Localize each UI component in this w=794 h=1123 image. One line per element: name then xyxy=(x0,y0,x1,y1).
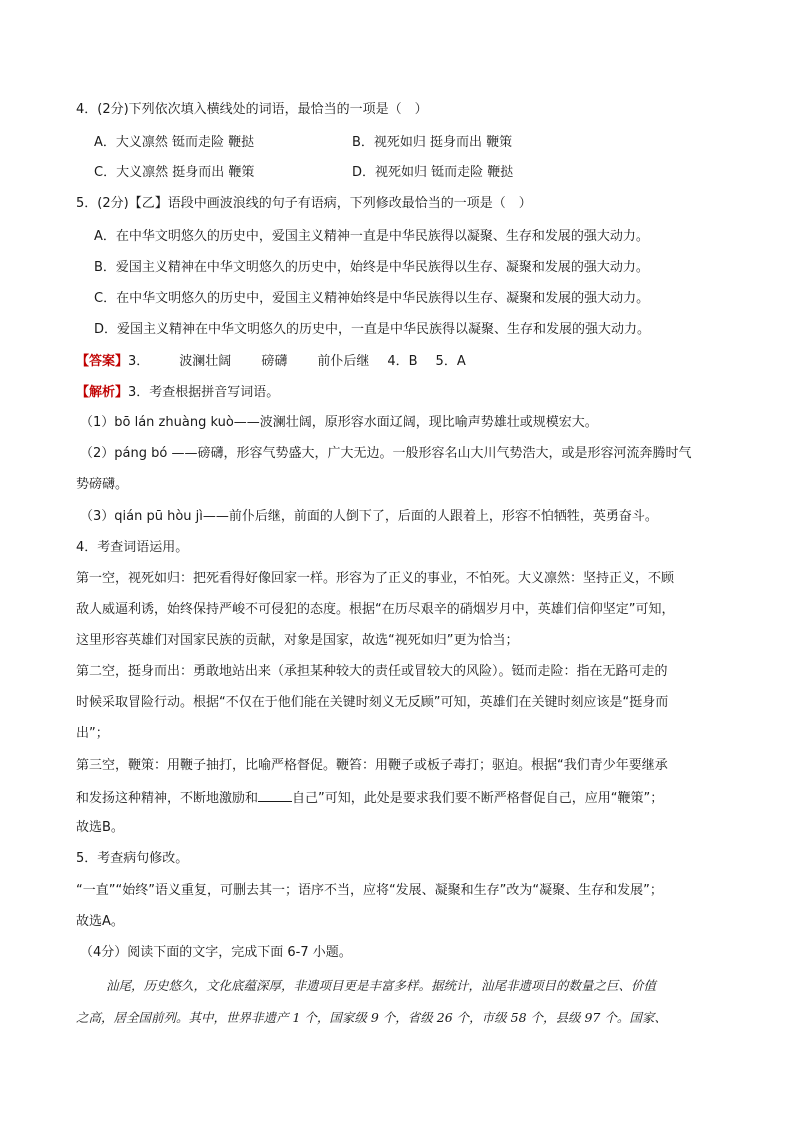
question-4-stem: 4．(2分)下列依次填入横线处的词语，最恰当的一项是（ ） xyxy=(76,102,428,117)
analysis-q4-line-9: 故选B。 xyxy=(76,820,124,835)
analysis-p2b: 势磅礴。 xyxy=(76,477,129,492)
analysis-q4-line-3: 这里形容英雄们对国家民族的贡献，对象是国家，故选“视死如归”更为恰当； xyxy=(76,633,519,648)
analysis-q5-title: 5．考查病句修改。 xyxy=(76,851,189,866)
analysis-q4-title: 4．考查词语运用。 xyxy=(76,540,189,555)
question-4-option-d: D．视死如归 铤而走险 鞭挞 xyxy=(352,165,514,180)
answer-q3-num: 3． xyxy=(128,354,150,369)
answer-word-3: 前仆后继 xyxy=(317,354,370,369)
analysis-q4-line-8-end: 自己”可知，此处是要求我们要不断严格督促自己，应用“鞭策”； xyxy=(292,791,664,806)
passage-line-1: 汕尾，历史悠久，文化底蕴深厚，非遗项目更是丰富多样。据统计，汕尾非遗项目的数量之巨、价值 xyxy=(106,978,657,993)
analysis-tag: 【解析】 xyxy=(76,385,129,400)
answer-word-2: 磅礴 xyxy=(261,354,288,369)
answer-word-1: 波澜壮阔 xyxy=(179,354,232,369)
question-5-stem-prefix: 5．(2分) xyxy=(76,196,129,211)
fill-in-blank xyxy=(258,787,292,802)
analysis-q5-line-1: “一直”“始终”语义重复，可删去其一；语序不当，应将“发展、凝聚和生存”改为“凝聚、生存和发展”； xyxy=(76,883,663,898)
analysis-p3: （3）qián pū hòu jì——前仆后继，前面的人倒下了，后面的人跟着上，形容不怕牺牲，英勇奋斗。 xyxy=(80,509,658,524)
analysis-q5-line-2: 故选A。 xyxy=(76,914,124,929)
analysis-intro-line xyxy=(76,383,279,403)
question-4-option-c: C．大义凛然 挺身而出 鞭策 xyxy=(94,165,255,180)
question-5-stem-rest: 语段中画波浪线的句子有语病，下列修改最恰当的一项是（ ） xyxy=(167,196,532,211)
analysis-q4-line-8-start: 和发扬这种精神，不断地激励和 xyxy=(76,791,259,806)
question-5-option-d: D．爱国主义精神在中华文明悠久的历史中，一直是中华民族得以凝聚、生存和发展的强大动力。 xyxy=(94,322,651,337)
passage-line-2: 之高，居全国前列。其中，世界非遗产 1 个，国家级 9 个，省级 26 个，市级 58 个，县级 97 个。国家、 xyxy=(76,1010,667,1025)
analysis-intro: 3．考查根据拼音写词语。 xyxy=(128,385,280,400)
question-5-option-a: A．在中华文明悠久的历史中，爱国主义精神一直是中华民族得以凝聚、生存和发展的强大动力。 xyxy=(94,229,649,244)
answer-line xyxy=(76,352,466,372)
analysis-q4-line-1: 第一空，视死如归：把死看得好像回家一样。形容为了正义的事业，不怕死。大义凛然：坚持正义，不顾 xyxy=(76,571,675,586)
answer-q4: 4．B xyxy=(387,354,418,369)
question-4-option-b: B．视死如归 挺身而出 鞭策 xyxy=(352,135,513,150)
analysis-q4-line-4: 第二空，挺身而出：勇敢地站出来（承担某种较大的责任或冒较大的风险）。铤而走险：指在无路可走的 xyxy=(76,664,668,679)
analysis-q4-line-6: 出”； xyxy=(76,726,109,741)
question-5-stem-tag: 【乙】 xyxy=(128,196,168,211)
answer-q5: 5．A xyxy=(435,354,466,369)
answer-tag: 【答案】 xyxy=(76,354,129,369)
analysis-q4-line-5: 时候采取冒险行动。根据“不仅在于他们能在关键时刻义无反顾”可知，英雄们在关键时刻应该是“挺身而 xyxy=(76,695,669,710)
question-5-option-c: C．在中华文明悠久的历史中，爱国主义精神始终是中华民族得以生存、凝聚和发展的强大动力。 xyxy=(94,291,650,306)
question-5-stem xyxy=(76,194,532,214)
analysis-q4-line-8 xyxy=(76,787,663,809)
analysis-q4-line-7: 第三空，鞭策：用鞭子抽打，比喻严格督促。鞭笞：用鞭子或板子毒打；驱迫。根据“我们青少年要继承 xyxy=(76,758,668,773)
question-4-option-a: A．大义凛然 铤而走险 鞭挞 xyxy=(94,135,255,150)
analysis-q4-line-2: 敌人威逼利诱，始终保持严峻不可侵犯的态度。根据“在历尽艰辛的硝烟岁月中，英雄们信仰坚定”可知， xyxy=(76,602,675,617)
analysis-p1: （1）bō lán zhuàng kuò——波澜壮阔，原形容水面辽阔，现比喻声势雄壮或规模宏大。 xyxy=(80,415,598,430)
analysis-p2a: （2）páng bó ——磅礴，形容气势盛大，广大无边。一般形容名山大川气势浩大，或是形容河流奔腾时气 xyxy=(80,446,692,461)
next-section-heading: （4分）阅读下面的文字，完成下面 6-7 小题。 xyxy=(80,945,352,960)
question-5-option-b: B．爱国主义精神在中华文明悠久的历史中，始终是中华民族得以生存、凝聚和发展的强大动力。 xyxy=(94,260,649,275)
